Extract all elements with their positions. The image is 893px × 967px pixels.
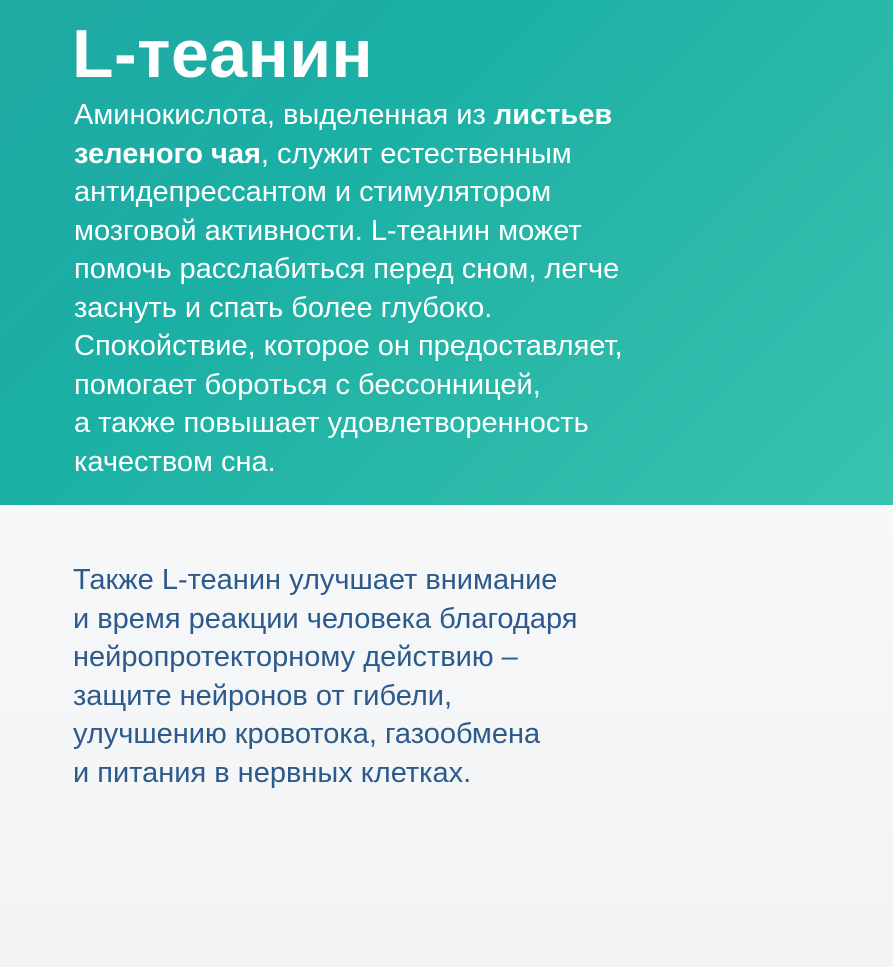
secondary-line-4: защите нейронов от гибели, bbox=[73, 679, 453, 712]
intro-line-6: заснуть и спать более глубоко. bbox=[74, 291, 493, 324]
secondary-line-6: и питания в нервных клетках. bbox=[73, 756, 472, 789]
light-body-section bbox=[0, 505, 893, 967]
secondary-line-5: улучшению кровотока, газообмена bbox=[73, 718, 541, 750]
intro-line-9: а также повышает удовлетворенность bbox=[74, 407, 589, 439]
highlight-tea-leaves: листьев bbox=[493, 99, 613, 131]
intro-line-7: Спокойствие, которое он предоставляет, bbox=[74, 330, 623, 362]
intro-line-8: помогает бороться с бессонницей, bbox=[74, 368, 541, 401]
intro-line-2-text: , служит естественным bbox=[260, 137, 572, 170]
secondary-line-1: Также L-теанин улучшает внимание bbox=[73, 564, 558, 596]
secondary-paragraph bbox=[73, 561, 873, 792]
intro-paragraph bbox=[74, 96, 874, 481]
intro-line-1 bbox=[74, 96, 874, 135]
intro-line-5: помочь расслабиться перед сном, легче bbox=[74, 253, 620, 285]
highlight-green-tea: зеленого чая bbox=[74, 137, 261, 170]
secondary-line-2: и время реакции человека благодаря bbox=[73, 602, 578, 635]
intro-line-2 bbox=[74, 135, 874, 174]
intro-line-4: мозговой активности. L-теанин может bbox=[74, 214, 582, 247]
secondary-line-3: нейропротекторному действию – bbox=[73, 641, 518, 673]
intro-line-10: качеством сна. bbox=[74, 445, 276, 478]
intro-line-1-text: Аминокислота, выделенная из bbox=[74, 99, 494, 131]
page-title: L-теанин bbox=[72, 16, 374, 92]
intro-line-3: антидепрессантом и стимулятором bbox=[74, 176, 552, 208]
